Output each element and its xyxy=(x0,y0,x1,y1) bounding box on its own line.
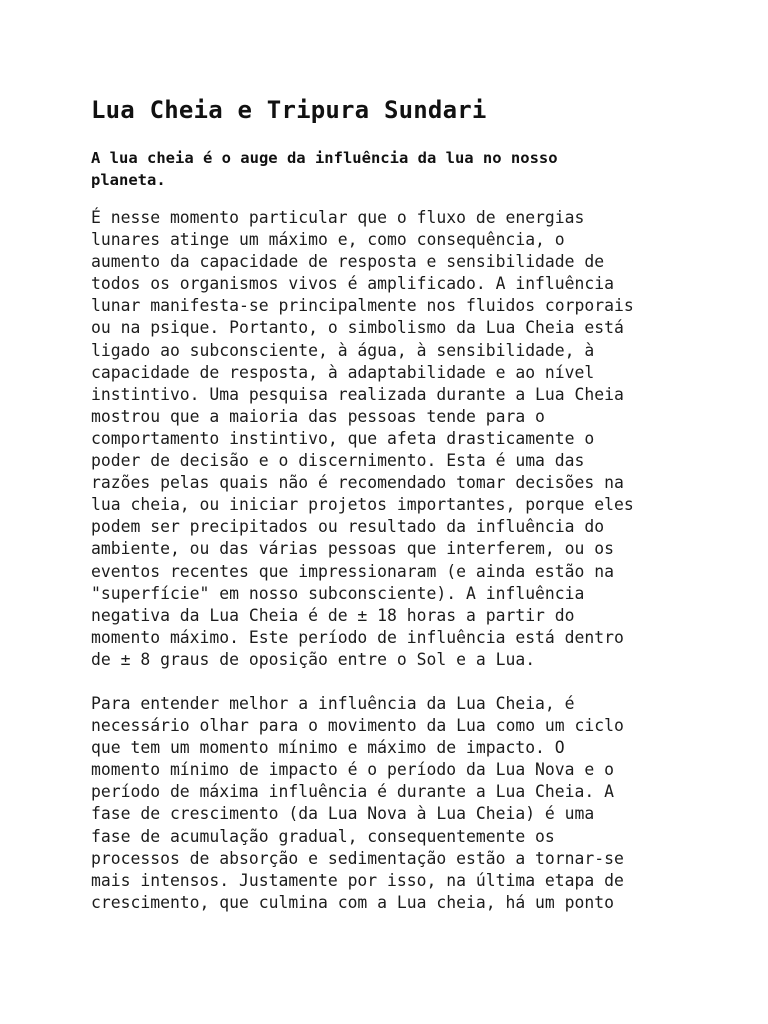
text-line: "superfície" em nosso subconsciente). A influência xyxy=(91,583,585,603)
text-line: podem ser precipitados ou resultado da influência do xyxy=(91,517,605,537)
text-line: fase de crescimento (da Lua Nova à Lua Cheia) é uma xyxy=(91,804,595,824)
text-line: lunares atinge um máximo e, como consequência, o xyxy=(91,230,565,250)
text-line: lua cheia, ou iniciar projetos importantes, porque eles xyxy=(91,495,634,515)
text-line: fase de acumulação gradual, consequentemente os xyxy=(91,826,555,846)
text-line: ou na psique. Portanto, o simbolismo da Lua Cheia está xyxy=(91,318,624,338)
text-line: eventos recentes que impressionaram (e ainda estão na xyxy=(91,561,615,581)
lead-paragraph xyxy=(91,147,691,191)
text-line: processos de absorção e sedimentação estão a tornar-se xyxy=(91,848,624,868)
text-line: mais intensos. Justamente por isso, na última etapa de xyxy=(91,870,624,890)
text-line: aumento da capacidade de resposta e sensibilidade de xyxy=(91,252,605,272)
text-line: momento mínimo de impacto é o período da Lua Nova e o xyxy=(91,760,615,780)
text-line: todos os organismos vivos é amplificado. A influência xyxy=(91,274,615,294)
text-line: ambiente, ou das várias pessoas que interferem, ou os xyxy=(91,539,615,559)
text-line: momento máximo. Este período de influência está dentro xyxy=(91,627,624,647)
body-paragraph-1 xyxy=(91,207,691,671)
text-line: período de máxima influência é durante a Lua Cheia. A xyxy=(91,782,615,802)
lead-line: planeta. xyxy=(91,171,166,189)
text-line: capacidade de resposta, à adaptabilidade e ao nível xyxy=(91,362,595,382)
text-line: negativa da Lua Cheia é de ± 18 horas a partir do xyxy=(91,605,575,625)
text-line: de ± 8 graus de oposição entre o Sol e a Lua. xyxy=(91,649,536,669)
text-line: razões pelas quais não é recomendado tomar decisões na xyxy=(91,473,624,493)
text-line: crescimento, que culmina com a Lua cheia, há um ponto xyxy=(91,892,615,912)
document-page xyxy=(91,94,691,914)
body-paragraph-2 xyxy=(91,693,691,914)
text-line: comportamento instintivo, que afeta drasticamente o xyxy=(91,428,595,448)
lead-line: A lua cheia é o auge da influência da lua no nosso xyxy=(91,149,558,167)
text-line: necessário olhar para o movimento da Lua como um ciclo xyxy=(91,716,624,736)
text-line: Para entender melhor a influência da Lua Cheia, é xyxy=(91,693,575,713)
document-title: Lua Cheia e Tripura Sundari xyxy=(91,96,487,124)
text-line: É nesse momento particular que o fluxo de energias xyxy=(91,208,585,227)
text-line: poder de decisão e o discernimento. Esta é uma das xyxy=(91,451,585,471)
text-line: lunar manifesta-se principalmente nos fluidos corporais xyxy=(91,296,634,316)
text-line: mostrou que a maioria das pessoas tende para o xyxy=(91,406,545,426)
text-line: ligado ao subconsciente, à água, à sensibilidade, à xyxy=(91,340,595,360)
text-line: instintivo. Uma pesquisa realizada durante a Lua Cheia xyxy=(91,384,624,404)
text-line: que tem um momento mínimo e máximo de impacto. O xyxy=(91,738,565,758)
